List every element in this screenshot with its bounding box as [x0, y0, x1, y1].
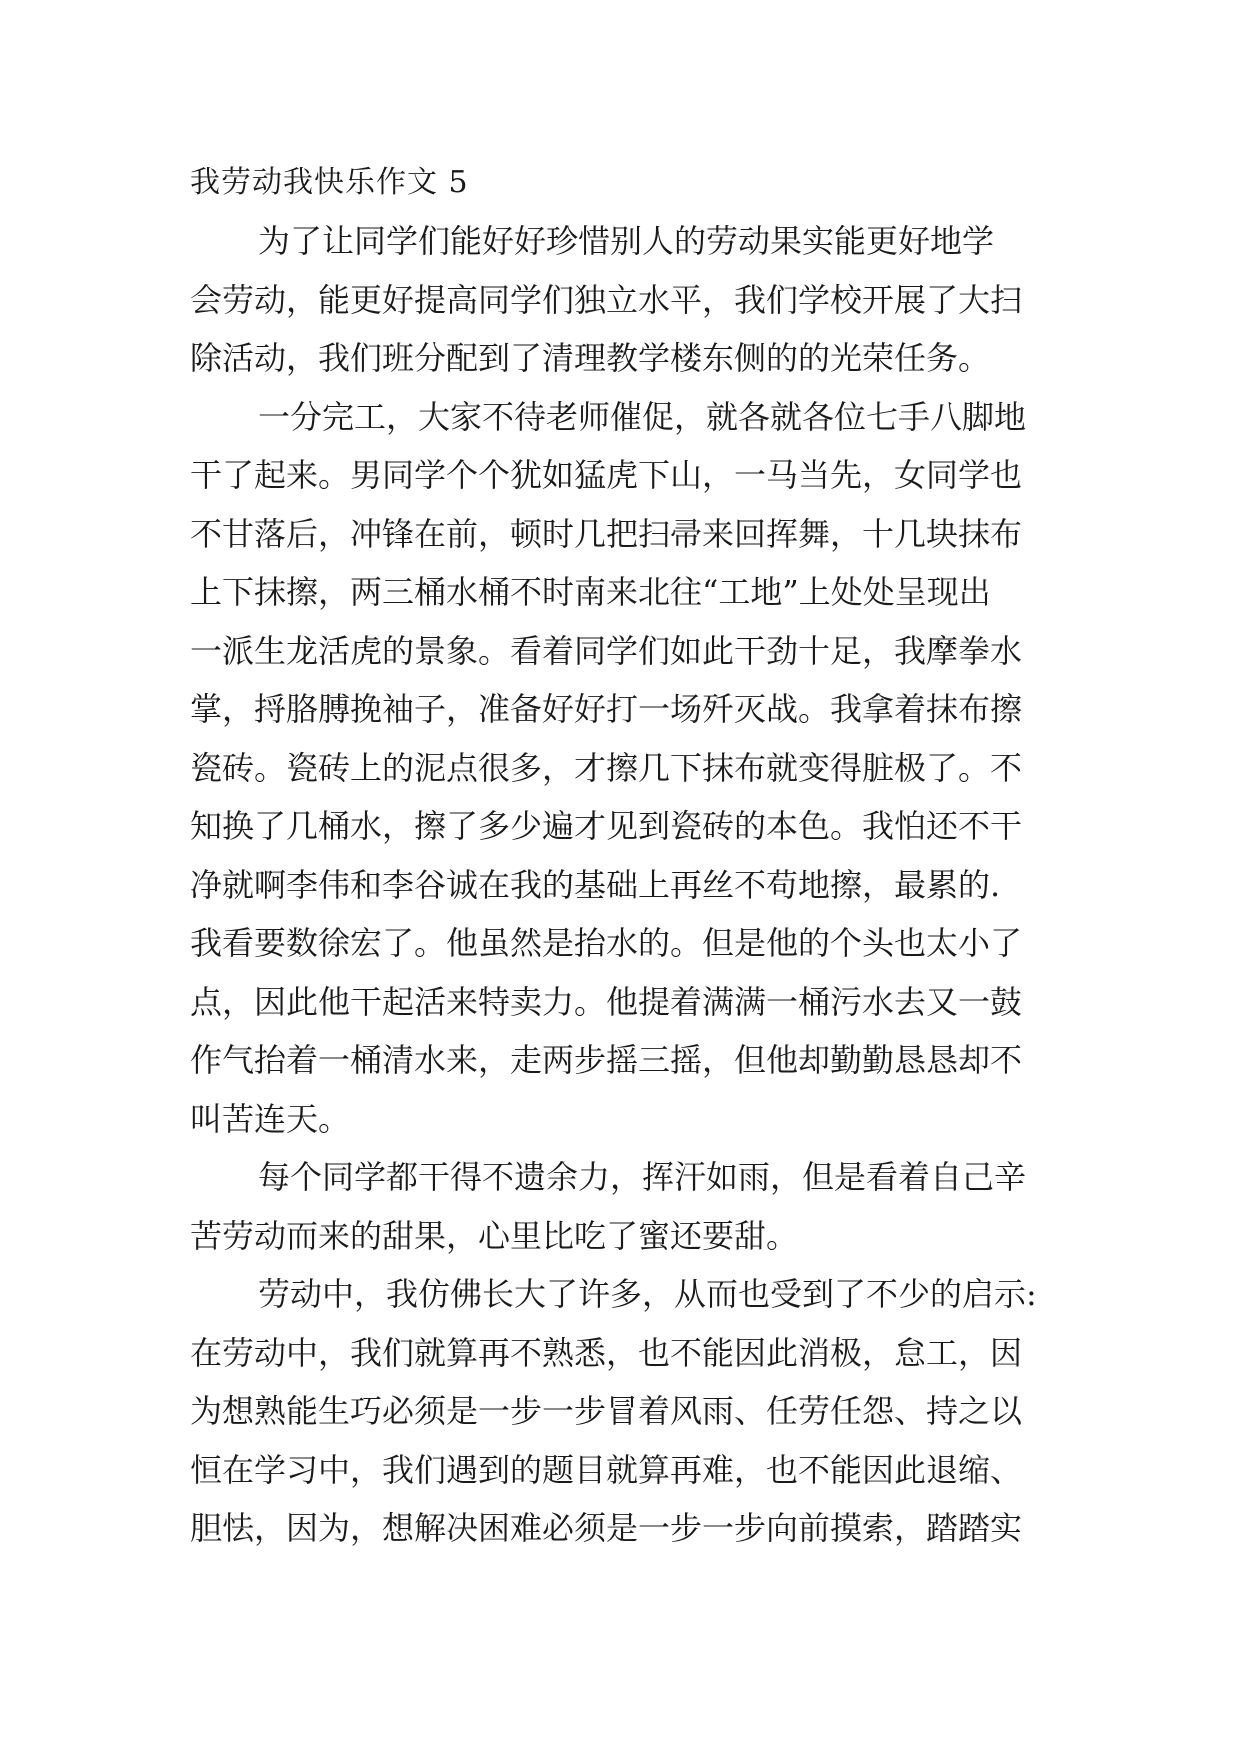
text-line: 除活动，我们班分配到了清理教学楼东侧的的光荣任务。 [190, 339, 991, 377]
text-line: 上下抹擦，两三桶水桶不时南来北往“工地”上处处呈现出 [190, 573, 991, 611]
text-line: 在劳动中，我们就算再不熟悉，也不能因此消极，怠工，因 [190, 1334, 1023, 1372]
text-line: 劳动中，我仿佛长大了许多，从而也受到了不少的启示: [258, 1275, 1037, 1313]
text-line: 一分完工，大家不待老师催促，就各就各位七手八脚地 [258, 398, 1027, 436]
text-line: 每个同学都干得不遗余力，挥汗如雨，但是看着自己辛 [258, 1158, 1027, 1196]
text-line: 恒在学习中，我们遇到的题目就算再难，也不能因此退缩、 [190, 1451, 1023, 1489]
text-line: 会劳动，能更好提高同学们独立水平，我们学校开展了大扫 [190, 281, 1023, 319]
text-line: 作气抬着一桶清水来，走两步摇三摇，但他却勤勤恳恳却不 [190, 1041, 1023, 1079]
document-title: 我劳动我快乐作文 5 [190, 165, 469, 200]
text-line: 干了起来。男同学个个犹如猛虎下山，一马当先，女同学也 [190, 456, 1023, 494]
text-line: 不甘落后，冲锋在前，顿时几把扫帚来回挥舞，十几块抹布 [190, 515, 1023, 553]
text-line: 掌，捋胳膊挽袖子，准备好好打一场歼灭战。我拿着抹布擦 [190, 690, 1023, 728]
text-line: 瓷砖。瓷砖上的泥点很多，才擦几下抹布就变得脏极了。不 [190, 749, 1023, 787]
text-line: 为了让同学们能好好珍惜别人的劳动果实能更好地学 [258, 222, 995, 260]
text-line: 点，因此他干起活来特卖力。他提着满满一桶污水去又一鼓 [190, 983, 1023, 1021]
text-line: 我看要数徐宏了。他虽然是抬水的。但是他的个头也太小了 [190, 924, 1023, 962]
text-line: 知换了几桶水，擦了多少遍才见到瓷砖的本色。我怕还不干 [190, 807, 1023, 845]
text-line: 苦劳动而来的甜果，心里比吃了蜜还要甜。 [190, 1217, 799, 1255]
text-line: 一派生龙活虎的景象。看着同学们如此干劲十足，我摩拳水 [190, 632, 1023, 670]
text-line: 为想熟能生巧必须是一步一步冒着风雨、任劳任怨、持之以 [190, 1392, 1023, 1430]
text-line: 净就啊李伟和李谷诚在我的基础上再丝不苟地擦，最累的. [190, 866, 1001, 904]
text-line: 叫苦连天。 [190, 1100, 351, 1138]
text-line: 胆怯，因为，想解决困难必须是一步一步向前摸索，踏踏实 [190, 1509, 1023, 1547]
